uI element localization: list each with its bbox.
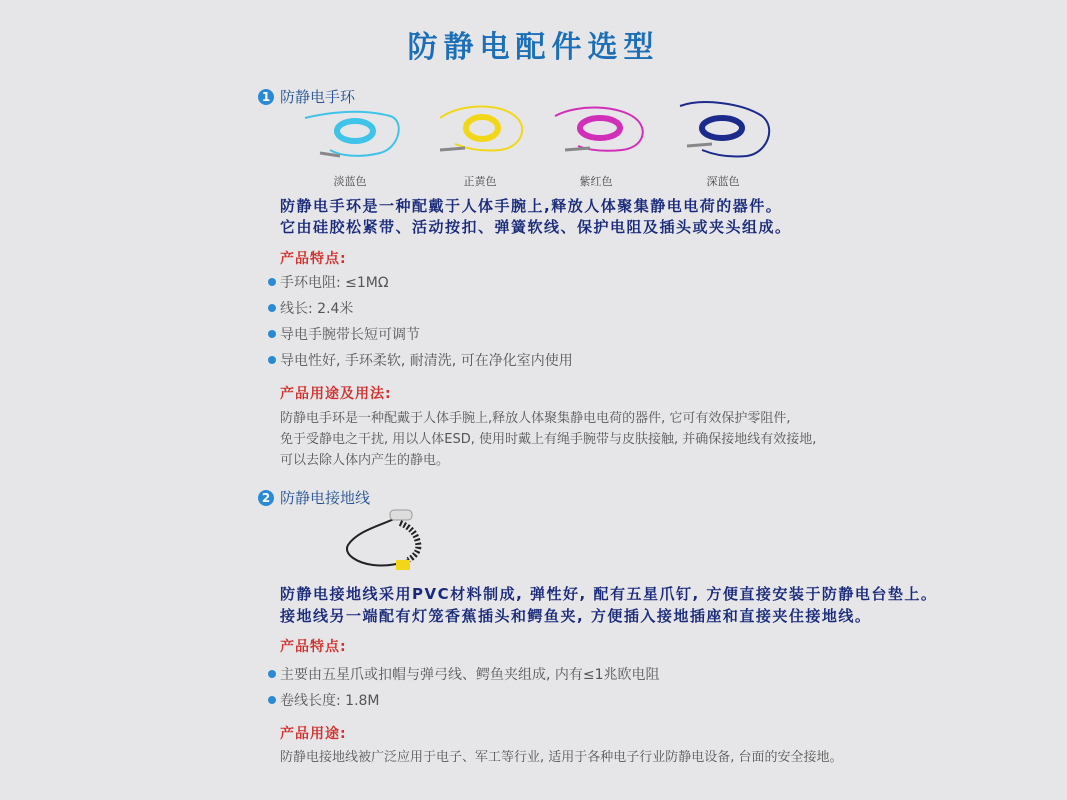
ground-cord-image — [338, 505, 448, 577]
strap-label-yellow: 正黄色 — [463, 175, 497, 188]
section-number-badge: 1 — [258, 89, 274, 105]
strap-label-magenta: 紫红色 — [579, 175, 613, 188]
feature-text: 手环电阻: ≤1MΩ — [280, 275, 389, 291]
wrist-strap-usage-heading: 产品用途及用法: — [280, 386, 392, 402]
wrist-strap-usage-line-3: 可以去除人体内产生的静电。 — [280, 453, 450, 468]
section-heading-text: 防静电手环 — [280, 88, 356, 106]
page-title: 防静电配件选型 — [407, 30, 660, 65]
light-blue-wrist-strap-image — [300, 98, 410, 170]
bullet-dot-icon — [268, 330, 276, 338]
ground-cord-feature-item — [268, 690, 380, 710]
yellow-wrist-strap-image — [430, 98, 540, 170]
ground-cord-description-line-2: 接地线另一端配有灯笼香蕉插头和鳄鱼夹, 方便插入接地插座和直接夹住接地线。 — [280, 607, 872, 625]
bullet-dot-icon — [268, 304, 276, 312]
feature-text: 线长: 2.4米 — [280, 301, 354, 317]
section-number-badge: 2 — [258, 490, 274, 506]
feature-text: 卷线长度: 1.8M — [280, 693, 380, 709]
bullet-dot-icon — [268, 696, 276, 704]
bullet-dot-icon — [268, 356, 276, 364]
wrist-strap-feature-item — [268, 324, 420, 344]
wrist-strap-usage-line-1: 防静电手环是一种配戴于人体手腕上,释放人体聚集静电电荷的器件, 它可有效保护零阻件, — [280, 411, 791, 426]
section-heading-text: 防静电接地线 — [280, 489, 371, 507]
wrist-strap-usage-line-2: 免于受静电之干扰, 用以人体ESD, 使用时戴上有绳手腕带与皮肤接触, 并确保接地线有效接地, — [280, 432, 817, 447]
feature-text: 导电性好, 手环柔软, 耐清洗, 可在净化室内使用 — [280, 353, 573, 369]
strap-label-dark-blue: 深蓝色 — [706, 175, 740, 188]
strap-label-light-blue: 淡蓝色 — [333, 175, 367, 188]
feature-text: 导电手腕带长短可调节 — [280, 327, 420, 343]
bullet-dot-icon — [268, 278, 276, 286]
dark-blue-wrist-strap-image — [672, 98, 782, 170]
ground-cord-description-line-1: 防静电接地线采用PVC材料制成, 弹性好, 配有五星爪钉, 方便直接安装于防静电台垫上。 — [280, 585, 938, 603]
wrist-strap-features-heading: 产品特点: — [280, 251, 347, 267]
ground-cord-usage-line-1: 防静电接地线被广泛应用于电子、军工等行业, 适用于各种电子行业防静电设备, 台面的安全接地。 — [280, 750, 843, 765]
wrist-strap-feature-item — [268, 350, 573, 370]
magenta-wrist-strap-image — [550, 98, 660, 170]
wrist-strap-feature-item — [268, 298, 353, 318]
wrist-strap-feature-item — [268, 272, 389, 292]
bullet-dot-icon — [268, 670, 276, 678]
ground-cord-usage-heading: 产品用途: — [280, 726, 347, 742]
wrist-strap-description-line-1: 防静电手环是一种配戴于人体手腕上,释放人体聚集静电电荷的器件。 — [280, 197, 783, 215]
ground-cord-features-heading: 产品特点: — [280, 639, 347, 655]
wrist-strap-description-line-2: 它由硅胶松紧带、活动按扣、弹簧软线、保护电阻及插头或夹头组成。 — [280, 218, 792, 236]
feature-text: 主要由五星爪或扣帽与弹弓线、鳄鱼夹组成, 内有≤1兆欧电阻 — [280, 667, 660, 683]
ground-cord-feature-item — [268, 664, 660, 684]
